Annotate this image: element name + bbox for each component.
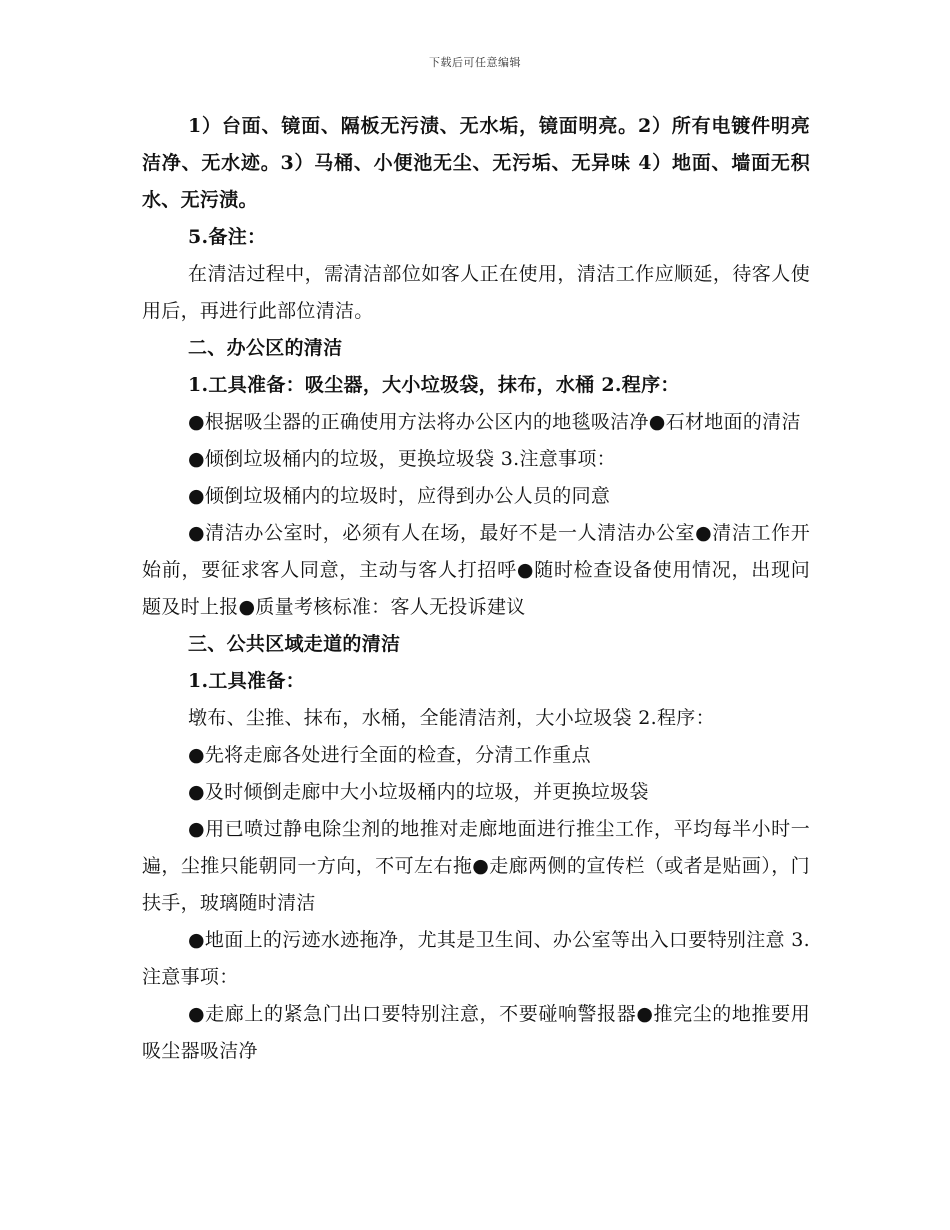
paragraph-corridor-step-4: ●地面上的污迹水迹拖净，尤其是卫生间、办公室等出入口要特别注意 3.注意事项： [142, 929, 810, 988]
paragraph-restroom-standards: 1）台面、镜面、隔板无污渍、无水垢，镜面明亮。2）所有电镀件明亮洁净、无水迹。3）马桶、小便池无尘、无污垢、无异味 4）地面、墙面无积水、无污渍。 [142, 115, 810, 211]
paragraph-office-note-2: ●清洁办公室时，必须有人在场，最好不是一人清洁办公室●清洁工作开始前，要征求客人同意，主动与客人打招呼●随时检查设备使用情况，出现问题及时上报●质量考核标准：客人无投诉建议 [142, 522, 810, 618]
paragraph-corridor-step-2: ●及时倾倒走廊中大小垃圾桶内的垃圾，并更换垃圾袋 [188, 781, 649, 803]
section-heading-corridor: 三、公共区域走道的清洁 [188, 633, 401, 655]
paragraph-office-note-1: ●倾倒垃圾桶内的垃圾时，应得到办公人员的同意 [188, 485, 611, 507]
paragraph-office-step-2: ●倾倒垃圾桶内的垃圾，更换垃圾袋 3.注意事项： [188, 448, 616, 470]
paragraph-corridor-note: ●走廊上的紧急门出口要特别注意，不要碰响警报器●推完尘的地推要用吸尘器吸洁净 [142, 1003, 810, 1062]
paragraph-corridor-step-1: ●先将走廊各处进行全面的检查，分清工作重点 [188, 744, 591, 766]
heading-remarks: 5.备注： [188, 226, 267, 248]
heading-corridor-tools: 1.工具准备： [188, 670, 305, 692]
paragraph-office-step-1: ●根据吸尘器的正确使用方法将办公区内的地毯吸洁净●石材地面的清洁 [188, 411, 801, 433]
paragraph-corridor-tools: 墩布、尘推、抹布，水桶，全能清洁剂，大小垃圾袋 2.程序： [188, 707, 715, 729]
section-heading-office: 二、办公区的清洁 [188, 337, 343, 359]
paragraph-remarks: 在清洁过程中，需清洁部位如客人正在使用，清洁工作应顺延，待客人使用后，再进行此部位清洁。 [142, 263, 810, 322]
paragraph-corridor-step-3: ●用已喷过静电除尘剂的地推对走廊地面进行推尘工作，平均每半小时一遍，尘推只能朝同一方向，不可左右拖●走廊两侧的宣传栏（或者是贴画），门扶手，玻璃随时清洁 [142, 818, 810, 914]
document-body [142, 108, 810, 1070]
heading-office-tools: 1.工具准备：吸尘器，大小垃圾袋，抹布，水桶 2.程序： [188, 374, 680, 396]
page-header: 下载后可任意编辑 [429, 56, 521, 69]
